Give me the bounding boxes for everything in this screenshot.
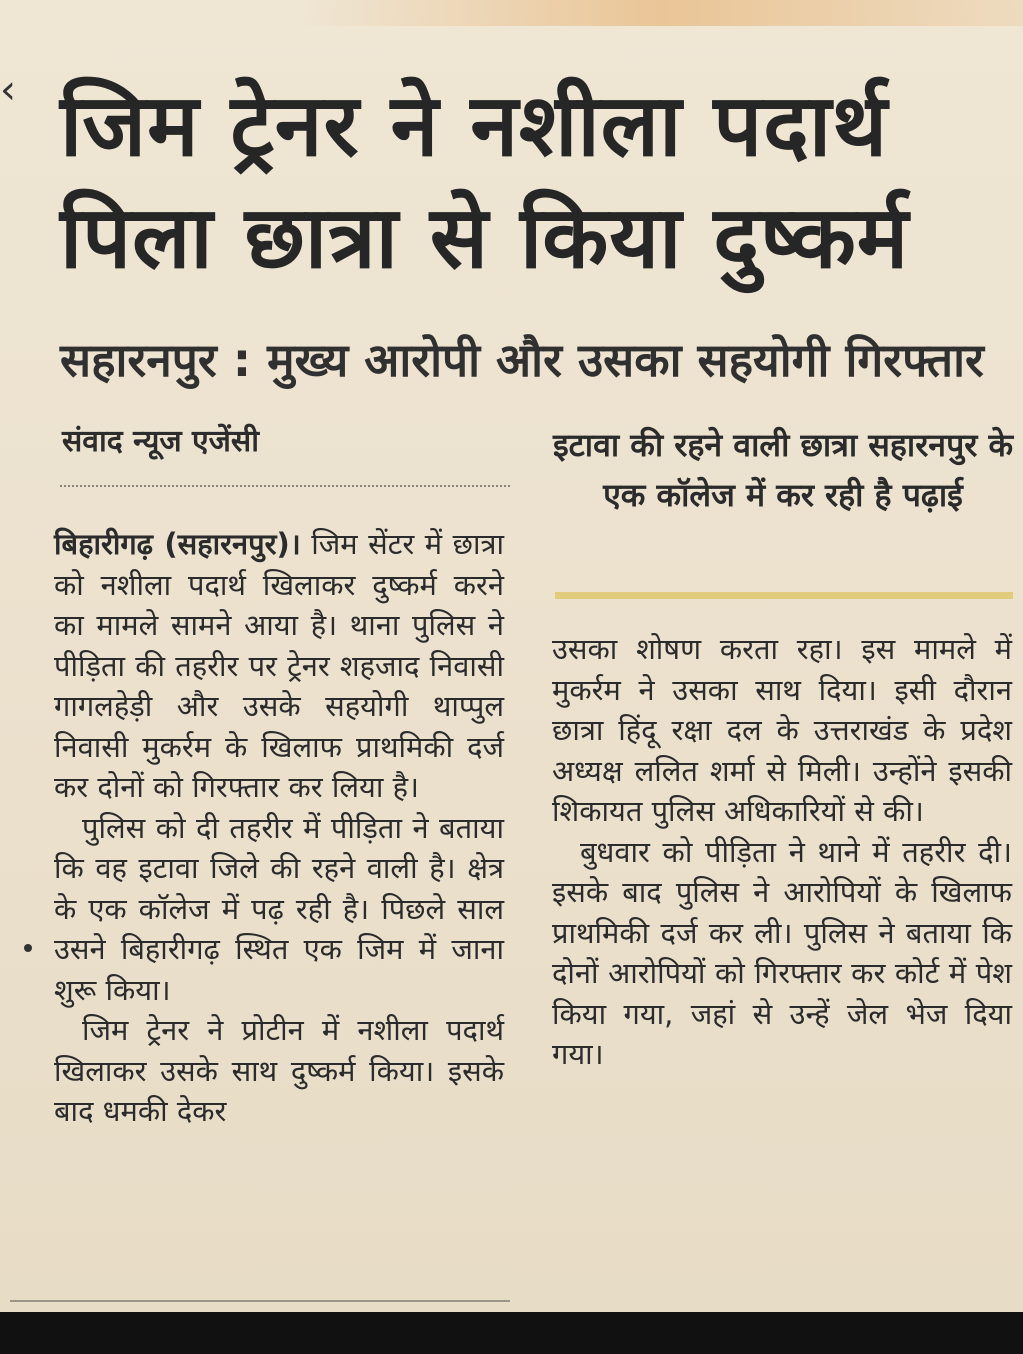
- subheadline: सहारनपुर : मुख्य आरोपी और उसका सहयोगी गिरफ्तार: [60, 333, 984, 387]
- pull-quote-rule: [555, 592, 1013, 599]
- headline: जिम ट्रेनर ने नशीला पदार्थ पिला छात्रा से किया दुष्कर्म: [60, 76, 910, 288]
- article-paragraph: [54, 524, 504, 808]
- paper-top-tint: [300, 0, 1023, 26]
- byline: संवाद न्यूज एजेंसी: [62, 424, 259, 459]
- margin-dot: [24, 944, 32, 952]
- pull-quote: इटावा की रहने वाली छात्रा सहारनपुर के एक कॉलेज में कर रही है पढ़ाई: [552, 426, 1014, 514]
- article-column-left: [54, 524, 504, 1132]
- edge-mark: ‹: [0, 67, 16, 113]
- article-paragraph: जिम ट्रेनर ने प्रोटीन में नशीला पदार्थ खिलाकर उसके साथ दुष्कर्म किया। इसके बाद धमकी देकर: [54, 1013, 504, 1128]
- dateline: बिहारीगढ़ (सहारनपुर)।: [54, 527, 301, 561]
- paragraph-text: जिम सेंटर में छात्रा को नशीला पदार्थ खिलाकर दुष्कर्म करने का मामले सामने आया है। थाना पुलिस ने पीड़िता की तहरीर पर ट्रेनर शहजाद निवासी गागलहेड़ी और उसके सहयोगी थाप्पुल निवासी मुकर्रम के खिलाफ प्राथमिकी दर्ज कर दोनों को गिरफ्तार कर लिया है।: [54, 527, 504, 804]
- screen-bottom-bar: [0, 1312, 1023, 1354]
- bottom-rule: [10, 1300, 510, 1302]
- article-paragraph: पुलिस को दी तहरीर में पीड़िता ने बताया कि वह इटावा जिले की रहने वाली है। क्षेत्र के एक कॉलेज में पढ़ रही है। पिछले साल उसने बिहारीगढ़ स्थित एक जिम में जाना शुरू किया।: [54, 810, 504, 1007]
- article-paragraph: बुधवार को पीड़िता ने थाने में तहरीर दी। इसके बाद पुलिस ने आरोपियों के खिलाफ प्राथमिकी दर्ज कर ली। पुलिस ने बताया कि दोनों आरोपियों को गिरफ्तार कर कोर्ट में पेश किया गया, जहां से उन्हें जेल भेज दिया गया।: [552, 834, 1012, 1071]
- article-paragraph: उसका शोषण करता रहा। इस मामले में मुकर्रम ने उसका साथ दिया। इसी दौरान छात्रा हिंदू रक्षा दल के उत्तराखंड के प्रदेश अध्यक्ष ललित शर्मा से मिली। उन्होंने इसकी शिकायत पुलिस अधिकारियों से की।: [552, 632, 1012, 828]
- byline-divider: [60, 485, 510, 487]
- article-column-right: [552, 629, 1012, 1075]
